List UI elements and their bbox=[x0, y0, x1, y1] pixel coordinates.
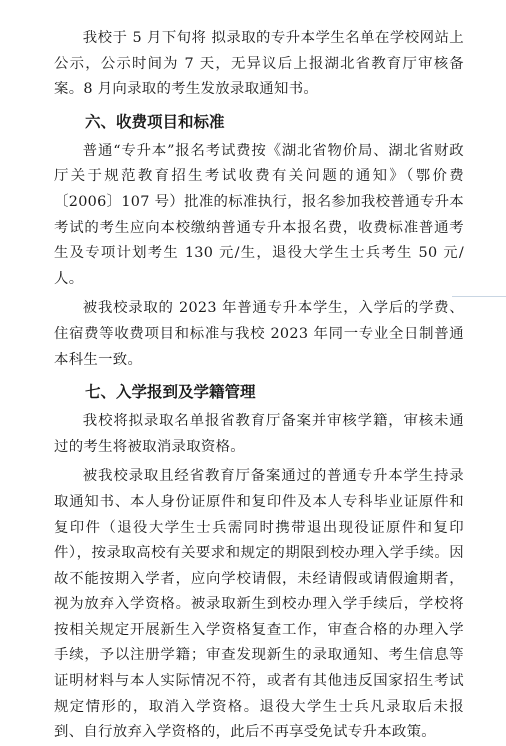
section-heading-fees: 六、收费项目和标准 bbox=[85, 112, 225, 131]
paragraph-status-review: 我校将拟录取名单报省教育厅备案并审核学籍，审核未通过的考生将被取消录取资格。 bbox=[54, 413, 464, 455]
paragraph-publicity: 我校于 5 月下旬将 拟录取的专升本学生名单在学校网站上公示，公示时间为 7 天，无异议后上报湖北省教育厅审核备案。8 月向录取的考生发放录取通知书。 bbox=[54, 30, 464, 98]
paragraph-registration-fee: 普通“专升本”报名考试费按《湖北省物价局、湖北省财政厅关于规范教育招生考试收费有关问题的通知》（鄂价费〔2006〕107 号）批准的标准执行，报名参加我校普通专升本考试的考生应向本校缴纳普通专升本报名费，收费标准普通考生及专项计划考生 130 元/生，退役大学生士兵考生 50 元/人。 bbox=[54, 142, 464, 287]
paragraph-tuition: 被我校录取的 2023 年普通专升本学生，入学后的学费、住宿费等收费项目和标准与我校 2023 年同一专业全日制普通本科生一致。 bbox=[54, 300, 464, 368]
section-heading-enrollment: 七、入学报到及学籍管理 bbox=[85, 383, 256, 402]
paragraph-enrollment-procedure: 被我校录取且经省教育厅备案通过的普通专升本学生持录取通知书、本人身份证原件和复印件及本人专科毕业证原件和复印件（退役大学生士兵需同时携带退出现役证原件和复印件），按录取高校有关要求和规定的期限到校办理入学手续。因故不能按期入学者，应向学校请假，未经请假或请假逾期者，视为放弃入学资格。被录取新生到校办理入学手续后，学校将按相关规定开展新生入学资格复查工作，审查合格的办理入学手续，予以注册学籍；审查发现新生的录取通知、考生信息等证明材料与本人实际情况不符，或者有其他违反国家招生考试规定情形的，取消入学资格。退役大学生士兵凡录取后未报到、自行放弃入学资格的，此后不再享受免试专升本政策。 bbox=[54, 468, 464, 741]
margin-divider-line bbox=[452, 296, 506, 297]
